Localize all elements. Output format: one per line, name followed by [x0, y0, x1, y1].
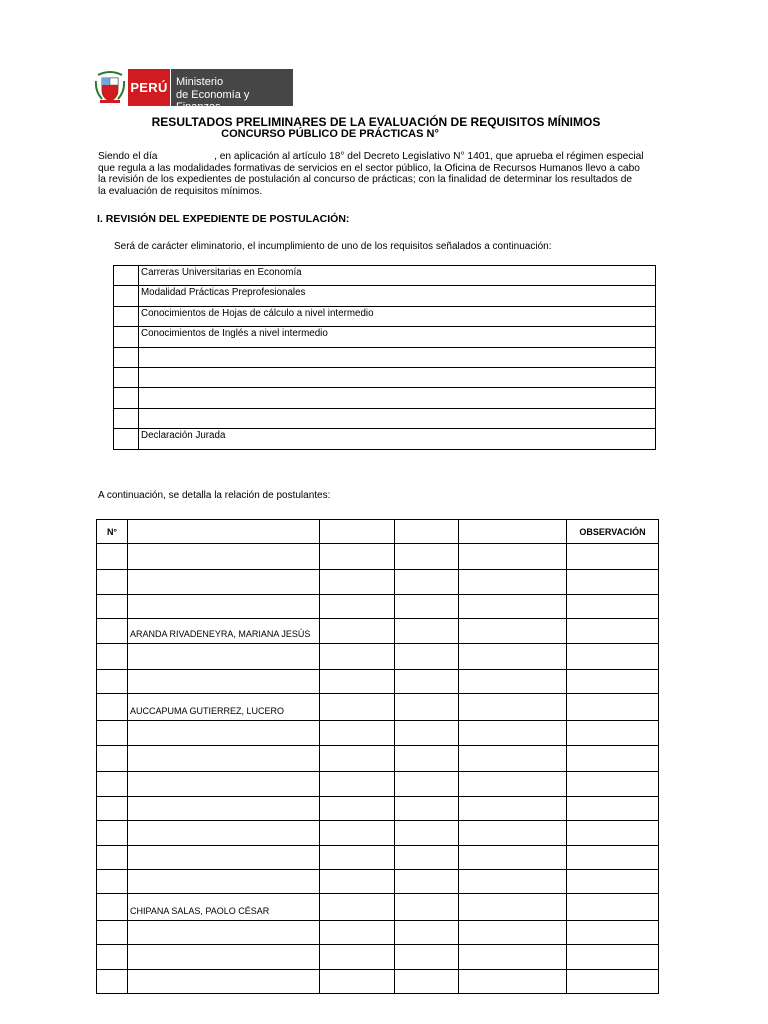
document-title: RESULTADOS PRELIMINARES DE LA EVALUACIÓN DE REQUISITOS MÍNIMOS: [151, 115, 601, 129]
table-cell: [320, 970, 395, 994]
applicant-name: [128, 970, 320, 994]
requirement-row: [114, 306, 656, 326]
table-cell: [320, 721, 395, 746]
applicant-name: [128, 721, 320, 746]
table-cell: [395, 595, 459, 619]
table-cell: [97, 921, 128, 945]
table-cell: [395, 694, 459, 721]
table-cell: [395, 670, 459, 694]
applicant-name: [128, 945, 320, 970]
ministry-label-line1: Ministerio: [176, 76, 224, 88]
header-col3: [320, 520, 395, 544]
table-cell: [395, 544, 459, 570]
requirement-label: Conocimientos de Hojas de cálculo a nivel intermedio: [139, 306, 656, 326]
requirement-row: [114, 408, 656, 428]
table-cell: [320, 894, 395, 921]
requirement-check-cell: [114, 367, 139, 387]
table-cell: [97, 746, 128, 772]
requirement-label: Conocimientos de Inglés a nivel intermedio: [139, 327, 656, 347]
table-cell: [459, 921, 567, 945]
applicant-name: [128, 797, 320, 821]
requirement-label: Declaración Jurada: [139, 429, 656, 449]
intro-line: la revisión de los expedientes de postulación al concurso de prácticas; con la finalidad de determinar los resultados de: [98, 174, 633, 186]
requirement-row: [114, 286, 656, 306]
applicant-name: [128, 821, 320, 846]
table-cell: [459, 670, 567, 694]
table-cell: [395, 570, 459, 595]
intro-line: que regula a las modalidades formativas de servicios en el sector público, la Oficina de Recursos Humanos llevo a cabo: [98, 162, 640, 174]
table-cell: [567, 970, 659, 994]
table-cell: [567, 644, 659, 670]
table-row: [97, 921, 659, 945]
table-cell: [459, 970, 567, 994]
table-row: [97, 821, 659, 846]
table-cell: [320, 694, 395, 721]
table-cell: [567, 619, 659, 644]
peru-label: PERÚ: [130, 80, 168, 95]
table-cell: [97, 670, 128, 694]
table-cell: [320, 619, 395, 644]
table-cell: [320, 921, 395, 945]
table-cell: [567, 772, 659, 797]
table-cell: [567, 721, 659, 746]
table-row: [97, 595, 659, 619]
table-cell: [459, 821, 567, 846]
applicant-name: [128, 921, 320, 945]
header-observation: OBSERVACIÓN: [567, 520, 659, 544]
table-cell: [320, 772, 395, 797]
applicant-name: [128, 746, 320, 772]
table-row: [97, 670, 659, 694]
table-cell: [320, 821, 395, 846]
table-cell: [395, 772, 459, 797]
requirement-check-cell: [114, 306, 139, 326]
applicants-intro: A continuación, se detalla la relación de postulantes:: [98, 490, 331, 501]
table-cell: [97, 797, 128, 821]
applicant-name: [128, 772, 320, 797]
table-row: [97, 945, 659, 970]
table-cell: [459, 644, 567, 670]
table-cell: [320, 945, 395, 970]
table-cell: [567, 846, 659, 870]
table-row: [97, 870, 659, 894]
requirement-row: [114, 367, 656, 387]
table-cell: [567, 921, 659, 945]
table-cell: [97, 772, 128, 797]
table-cell: [395, 846, 459, 870]
requirement-check-cell: [114, 327, 139, 347]
table-cell: [320, 544, 395, 570]
table-cell: [97, 846, 128, 870]
table-cell: [567, 945, 659, 970]
peru-label-box: [128, 69, 170, 106]
table-cell: [395, 619, 459, 644]
requirement-check-cell: [114, 388, 139, 408]
table-row: [97, 772, 659, 797]
table-cell: [459, 945, 567, 970]
table-cell: [395, 644, 459, 670]
table-cell: [320, 670, 395, 694]
table-cell: [97, 945, 128, 970]
table-cell: [459, 619, 567, 644]
applicants-table: [96, 519, 659, 994]
requirement-row: [114, 429, 656, 449]
table-row: [97, 746, 659, 772]
table-cell: [395, 721, 459, 746]
header-col4: [395, 520, 459, 544]
requirements-table: [113, 265, 656, 450]
table-cell: [97, 595, 128, 619]
requirement-check-cell: [114, 347, 139, 367]
table-cell: [320, 797, 395, 821]
intro-line: la evaluación de requisitos mínimos.: [98, 185, 263, 197]
applicant-name: [128, 670, 320, 694]
header-number: N°: [97, 520, 128, 544]
table-cell: [567, 870, 659, 894]
table-cell: [459, 894, 567, 921]
applicant-name: [128, 544, 320, 570]
requirement-check-cell: [114, 408, 139, 428]
requirement-check-cell: [114, 429, 139, 449]
table-cell: [567, 670, 659, 694]
requirement-label: [139, 408, 656, 428]
table-cell: [459, 544, 567, 570]
table-cell: [320, 746, 395, 772]
table-cell: [567, 821, 659, 846]
table-cell: [459, 694, 567, 721]
table-cell: [395, 894, 459, 921]
applicant-name: [128, 870, 320, 894]
table-cell: [97, 870, 128, 894]
applicant-name: AUCCAPUMA GUTIERREZ, LUCERO: [128, 694, 320, 721]
table-row: [97, 894, 659, 921]
table-cell: [395, 821, 459, 846]
table-row: [97, 644, 659, 670]
requirement-label: [139, 367, 656, 387]
requirement-row: [114, 347, 656, 367]
document-subtitle: CONCURSO PÚBLICO DE PRÁCTICAS N°: [221, 128, 439, 140]
applicants-header-row: [97, 520, 659, 544]
ministry-label-line2: de Economía y Finanzas: [176, 89, 250, 113]
requirement-label: [139, 388, 656, 408]
table-cell: [395, 746, 459, 772]
intro-paragraph: [98, 151, 658, 197]
table-cell: [459, 870, 567, 894]
applicant-name: [128, 570, 320, 595]
table-cell: [567, 544, 659, 570]
table-cell: [459, 570, 567, 595]
table-cell: [320, 570, 395, 595]
intro-line: Siendo el día , en aplicación al artículo 18° del Decreto Legislativo N° 1401, que aprueba el régimen especial: [98, 151, 644, 162]
table-row: [97, 619, 659, 644]
table-cell: [459, 595, 567, 619]
header-name: [128, 520, 320, 544]
table-cell: [97, 821, 128, 846]
table-cell: [459, 772, 567, 797]
table-cell: [97, 544, 128, 570]
table-cell: [320, 870, 395, 894]
table-cell: [97, 619, 128, 644]
applicants-body: [97, 544, 659, 994]
table-cell: [567, 797, 659, 821]
table-cell: [567, 595, 659, 619]
table-cell: [567, 746, 659, 772]
table-cell: [395, 921, 459, 945]
table-cell: [459, 746, 567, 772]
section-heading: I. REVISIÓN DEL EXPEDIENTE DE POSTULACIÓN:: [97, 213, 350, 225]
table-cell: [97, 721, 128, 746]
applicant-name: [128, 644, 320, 670]
table-cell: [459, 846, 567, 870]
requirement-row: [114, 327, 656, 347]
table-cell: [395, 870, 459, 894]
table-cell: [97, 570, 128, 595]
applicant-name: ARANDA RIVADENEYRA, MARIANA JESÚS: [128, 619, 320, 644]
table-row: [97, 544, 659, 570]
applicant-name: CHIPANA SALAS, PAOLO CÉSAR: [128, 894, 320, 921]
requirement-label: Modalidad Prácticas Preprofesionales: [139, 286, 656, 306]
table-cell: [97, 970, 128, 994]
table-row: [97, 570, 659, 595]
table-cell: [97, 694, 128, 721]
table-row: [97, 721, 659, 746]
table-cell: [567, 894, 659, 921]
table-cell: [459, 797, 567, 821]
table-cell: [395, 945, 459, 970]
applicant-name: [128, 595, 320, 619]
table-row: [97, 694, 659, 721]
requirement-check-cell: [114, 266, 139, 286]
table-cell: [567, 570, 659, 595]
applicant-name: [128, 846, 320, 870]
header-col5: [459, 520, 567, 544]
requirement-row: [114, 388, 656, 408]
table-row: [97, 846, 659, 870]
table-cell: [395, 970, 459, 994]
table-cell: [395, 797, 459, 821]
table-cell: [567, 694, 659, 721]
table-cell: [320, 595, 395, 619]
peru-coat-of-arms-icon: [94, 69, 126, 106]
table-cell: [320, 846, 395, 870]
table-row: [97, 970, 659, 994]
requirement-check-cell: [114, 286, 139, 306]
table-row: [97, 797, 659, 821]
requirement-label: Carreras Universitarias en Economía: [139, 266, 656, 286]
table-cell: [97, 644, 128, 670]
ministry-label-box: [171, 69, 293, 113]
table-cell: [320, 644, 395, 670]
section-note: Será de carácter eliminatorio, el incumplimiento de uno de los requisitos señalados a continuación:: [114, 241, 552, 252]
table-cell: [459, 721, 567, 746]
table-cell: [97, 894, 128, 921]
requirement-label: [139, 347, 656, 367]
requirement-row: [114, 266, 656, 286]
